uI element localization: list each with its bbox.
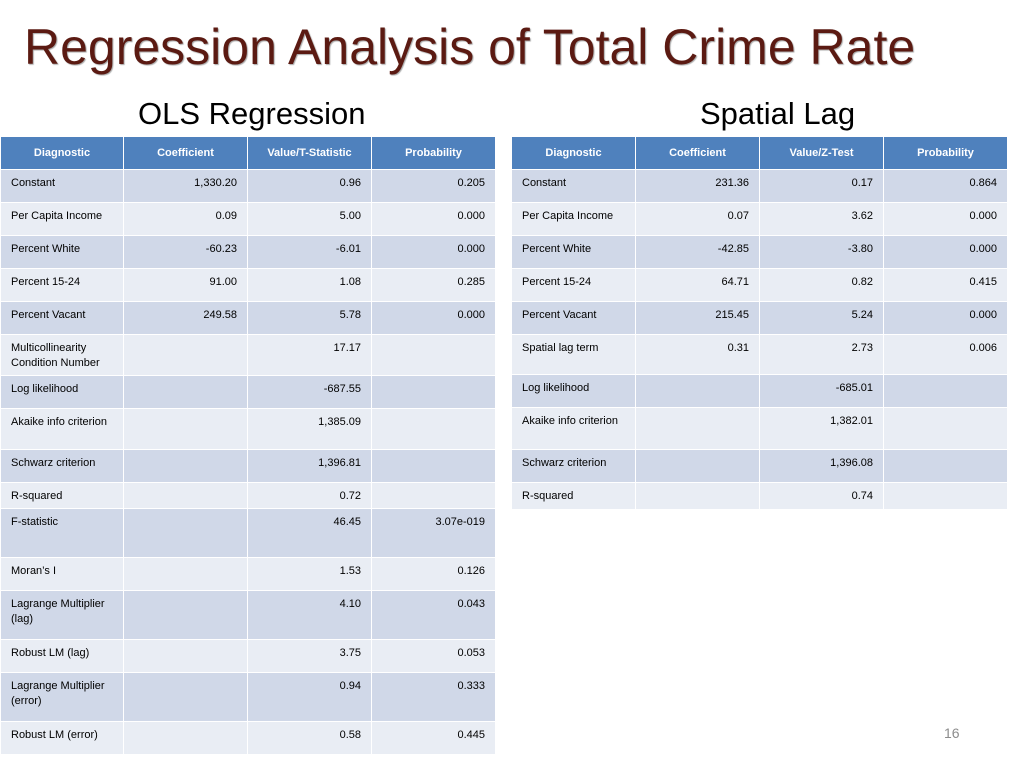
- coefficient-cell: 64.71: [636, 269, 760, 302]
- coefficient-cell: 91.00: [124, 269, 248, 302]
- value-cell: 0.74: [760, 483, 884, 510]
- table-row: [512, 408, 1008, 450]
- table-row: [512, 170, 1008, 203]
- value-cell: 17.17: [248, 335, 372, 376]
- ols-table-body: [1, 170, 496, 755]
- probability-cell: [372, 450, 496, 483]
- value-cell: 3.75: [248, 640, 372, 673]
- probability-cell: [372, 409, 496, 450]
- slide-title: Regression Analysis of Total Crime Rate: [24, 19, 916, 75]
- coefficient-cell: [124, 673, 248, 722]
- table-row: [1, 376, 496, 409]
- column-header: Coefficient: [124, 137, 248, 170]
- table-row: [1, 558, 496, 591]
- column-header: Diagnostic: [512, 137, 636, 170]
- table-header-row: [1, 137, 496, 170]
- diagnostic-cell: Constant: [1, 170, 124, 203]
- diagnostic-cell: Per Capita Income: [1, 203, 124, 236]
- diagnostic-cell: Moran’s I: [1, 558, 124, 591]
- table-row: [1, 591, 496, 640]
- diagnostic-cell: Percent White: [512, 236, 636, 269]
- value-cell: 0.94: [248, 673, 372, 722]
- table-row: [1, 450, 496, 483]
- ols-subtitle: OLS Regression: [138, 96, 366, 131]
- table-row: [512, 450, 1008, 483]
- coefficient-cell: [124, 591, 248, 640]
- coefficient-cell: [636, 483, 760, 510]
- spatial-lag-table: [511, 136, 1008, 510]
- probability-cell: 3.07e-019: [372, 509, 496, 558]
- value-cell: 1,385.09: [248, 409, 372, 450]
- coefficient-cell: [124, 722, 248, 755]
- probability-cell: 0.006: [884, 335, 1008, 375]
- coefficient-cell: [124, 376, 248, 409]
- table-row: [512, 302, 1008, 335]
- table-row: [512, 375, 1008, 408]
- probability-cell: 0.205: [372, 170, 496, 203]
- coefficient-cell: 249.58: [124, 302, 248, 335]
- coefficient-cell: [124, 509, 248, 558]
- diagnostic-cell: Schwarz criterion: [1, 450, 124, 483]
- coefficient-cell: [124, 483, 248, 509]
- probability-cell: 0.000: [884, 236, 1008, 269]
- coefficient-cell: 1,330.20: [124, 170, 248, 203]
- coefficient-cell: 0.07: [636, 203, 760, 236]
- diagnostic-cell: R-squared: [1, 483, 124, 509]
- value-cell: 5.00: [248, 203, 372, 236]
- probability-cell: 0.445: [372, 722, 496, 755]
- page-number: 16: [944, 725, 960, 741]
- probability-cell: [884, 483, 1008, 510]
- column-header: Coefficient: [636, 137, 760, 170]
- value-cell: 1.08: [248, 269, 372, 302]
- table-row: [1, 236, 496, 269]
- value-cell: 46.45: [248, 509, 372, 558]
- value-cell: 0.17: [760, 170, 884, 203]
- value-cell: 1,396.81: [248, 450, 372, 483]
- coefficient-cell: 0.31: [636, 335, 760, 375]
- coefficient-cell: [124, 335, 248, 376]
- coefficient-cell: -60.23: [124, 236, 248, 269]
- value-cell: 1,382.01: [760, 408, 884, 450]
- diagnostic-cell: Akaike info criterion: [512, 408, 636, 450]
- coefficient-cell: 231.36: [636, 170, 760, 203]
- value-cell: -3.80: [760, 236, 884, 269]
- coefficient-cell: [636, 450, 760, 483]
- value-cell: 0.72: [248, 483, 372, 509]
- probability-cell: [372, 376, 496, 409]
- table-row: [512, 335, 1008, 375]
- diagnostic-cell: Log likelihood: [1, 376, 124, 409]
- probability-cell: [884, 408, 1008, 450]
- coefficient-cell: [124, 409, 248, 450]
- value-cell: 5.78: [248, 302, 372, 335]
- column-header: Value/T-Statistic: [248, 137, 372, 170]
- probability-cell: [372, 335, 496, 376]
- probability-cell: 0.053: [372, 640, 496, 673]
- ols-regression-table: [0, 136, 496, 755]
- value-cell: 0.96: [248, 170, 372, 203]
- value-cell: 4.10: [248, 591, 372, 640]
- column-header: Probability: [884, 137, 1008, 170]
- coefficient-cell: [124, 640, 248, 673]
- table-row: [512, 269, 1008, 302]
- table-row: [1, 269, 496, 302]
- coefficient-cell: 0.09: [124, 203, 248, 236]
- probability-cell: 0.000: [372, 203, 496, 236]
- probability-cell: 0.043: [372, 591, 496, 640]
- table-row: [1, 409, 496, 450]
- probability-cell: 0.000: [884, 302, 1008, 335]
- diagnostic-cell: Constant: [512, 170, 636, 203]
- value-cell: 3.62: [760, 203, 884, 236]
- value-cell: 0.58: [248, 722, 372, 755]
- table-row: [512, 236, 1008, 269]
- table-header-row: [512, 137, 1008, 170]
- diagnostic-cell: Multicollinearity Condition Number: [1, 335, 124, 376]
- diagnostic-cell: Lagrange Multiplier (error): [1, 673, 124, 722]
- table-row: [1, 170, 496, 203]
- spatial-lag-table-body: [512, 170, 1008, 510]
- table-row: [1, 640, 496, 673]
- column-header: Value/Z-Test: [760, 137, 884, 170]
- table-row: [1, 335, 496, 376]
- table-row: [512, 203, 1008, 236]
- table-row: [1, 673, 496, 722]
- probability-cell: 0.864: [884, 170, 1008, 203]
- table-row: [1, 483, 496, 509]
- probability-cell: 0.000: [884, 203, 1008, 236]
- diagnostic-cell: Robust LM (error): [1, 722, 124, 755]
- diagnostic-cell: Percent Vacant: [512, 302, 636, 335]
- table-row: [1, 302, 496, 335]
- probability-cell: [884, 375, 1008, 408]
- probability-cell: 0.126: [372, 558, 496, 591]
- diagnostic-cell: Percent 15-24: [1, 269, 124, 302]
- probability-cell: 0.000: [372, 236, 496, 269]
- coefficient-cell: [636, 408, 760, 450]
- coefficient-cell: -42.85: [636, 236, 760, 269]
- coefficient-cell: 215.45: [636, 302, 760, 335]
- diagnostic-cell: Lagrange Multiplier (lag): [1, 591, 124, 640]
- value-cell: -685.01: [760, 375, 884, 408]
- value-cell: -6.01: [248, 236, 372, 269]
- diagnostic-cell: F-statistic: [1, 509, 124, 558]
- diagnostic-cell: Per Capita Income: [512, 203, 636, 236]
- value-cell: -687.55: [248, 376, 372, 409]
- table-row: [1, 203, 496, 236]
- coefficient-cell: [124, 450, 248, 483]
- column-header: Probability: [372, 137, 496, 170]
- table-row: [1, 722, 496, 755]
- probability-cell: 0.415: [884, 269, 1008, 302]
- diagnostic-cell: Akaike info criterion: [1, 409, 124, 450]
- diagnostic-cell: Percent White: [1, 236, 124, 269]
- coefficient-cell: [636, 375, 760, 408]
- diagnostic-cell: Log likelihood: [512, 375, 636, 408]
- probability-cell: [884, 450, 1008, 483]
- probability-cell: 0.000: [372, 302, 496, 335]
- column-header: Diagnostic: [1, 137, 124, 170]
- spatial-lag-subtitle: Spatial Lag: [700, 96, 856, 131]
- probability-cell: [372, 483, 496, 509]
- probability-cell: 0.285: [372, 269, 496, 302]
- diagnostic-cell: Percent Vacant: [1, 302, 124, 335]
- value-cell: 0.82: [760, 269, 884, 302]
- table-row: [512, 483, 1008, 510]
- table-row: [1, 509, 496, 558]
- value-cell: 2.73: [760, 335, 884, 375]
- diagnostic-cell: Schwarz criterion: [512, 450, 636, 483]
- coefficient-cell: [124, 558, 248, 591]
- value-cell: 5.24: [760, 302, 884, 335]
- value-cell: 1.53: [248, 558, 372, 591]
- diagnostic-cell: Spatial lag term: [512, 335, 636, 375]
- diagnostic-cell: R-squared: [512, 483, 636, 510]
- diagnostic-cell: Percent 15-24: [512, 269, 636, 302]
- diagnostic-cell: Robust LM (lag): [1, 640, 124, 673]
- probability-cell: 0.333: [372, 673, 496, 722]
- value-cell: 1,396.08: [760, 450, 884, 483]
